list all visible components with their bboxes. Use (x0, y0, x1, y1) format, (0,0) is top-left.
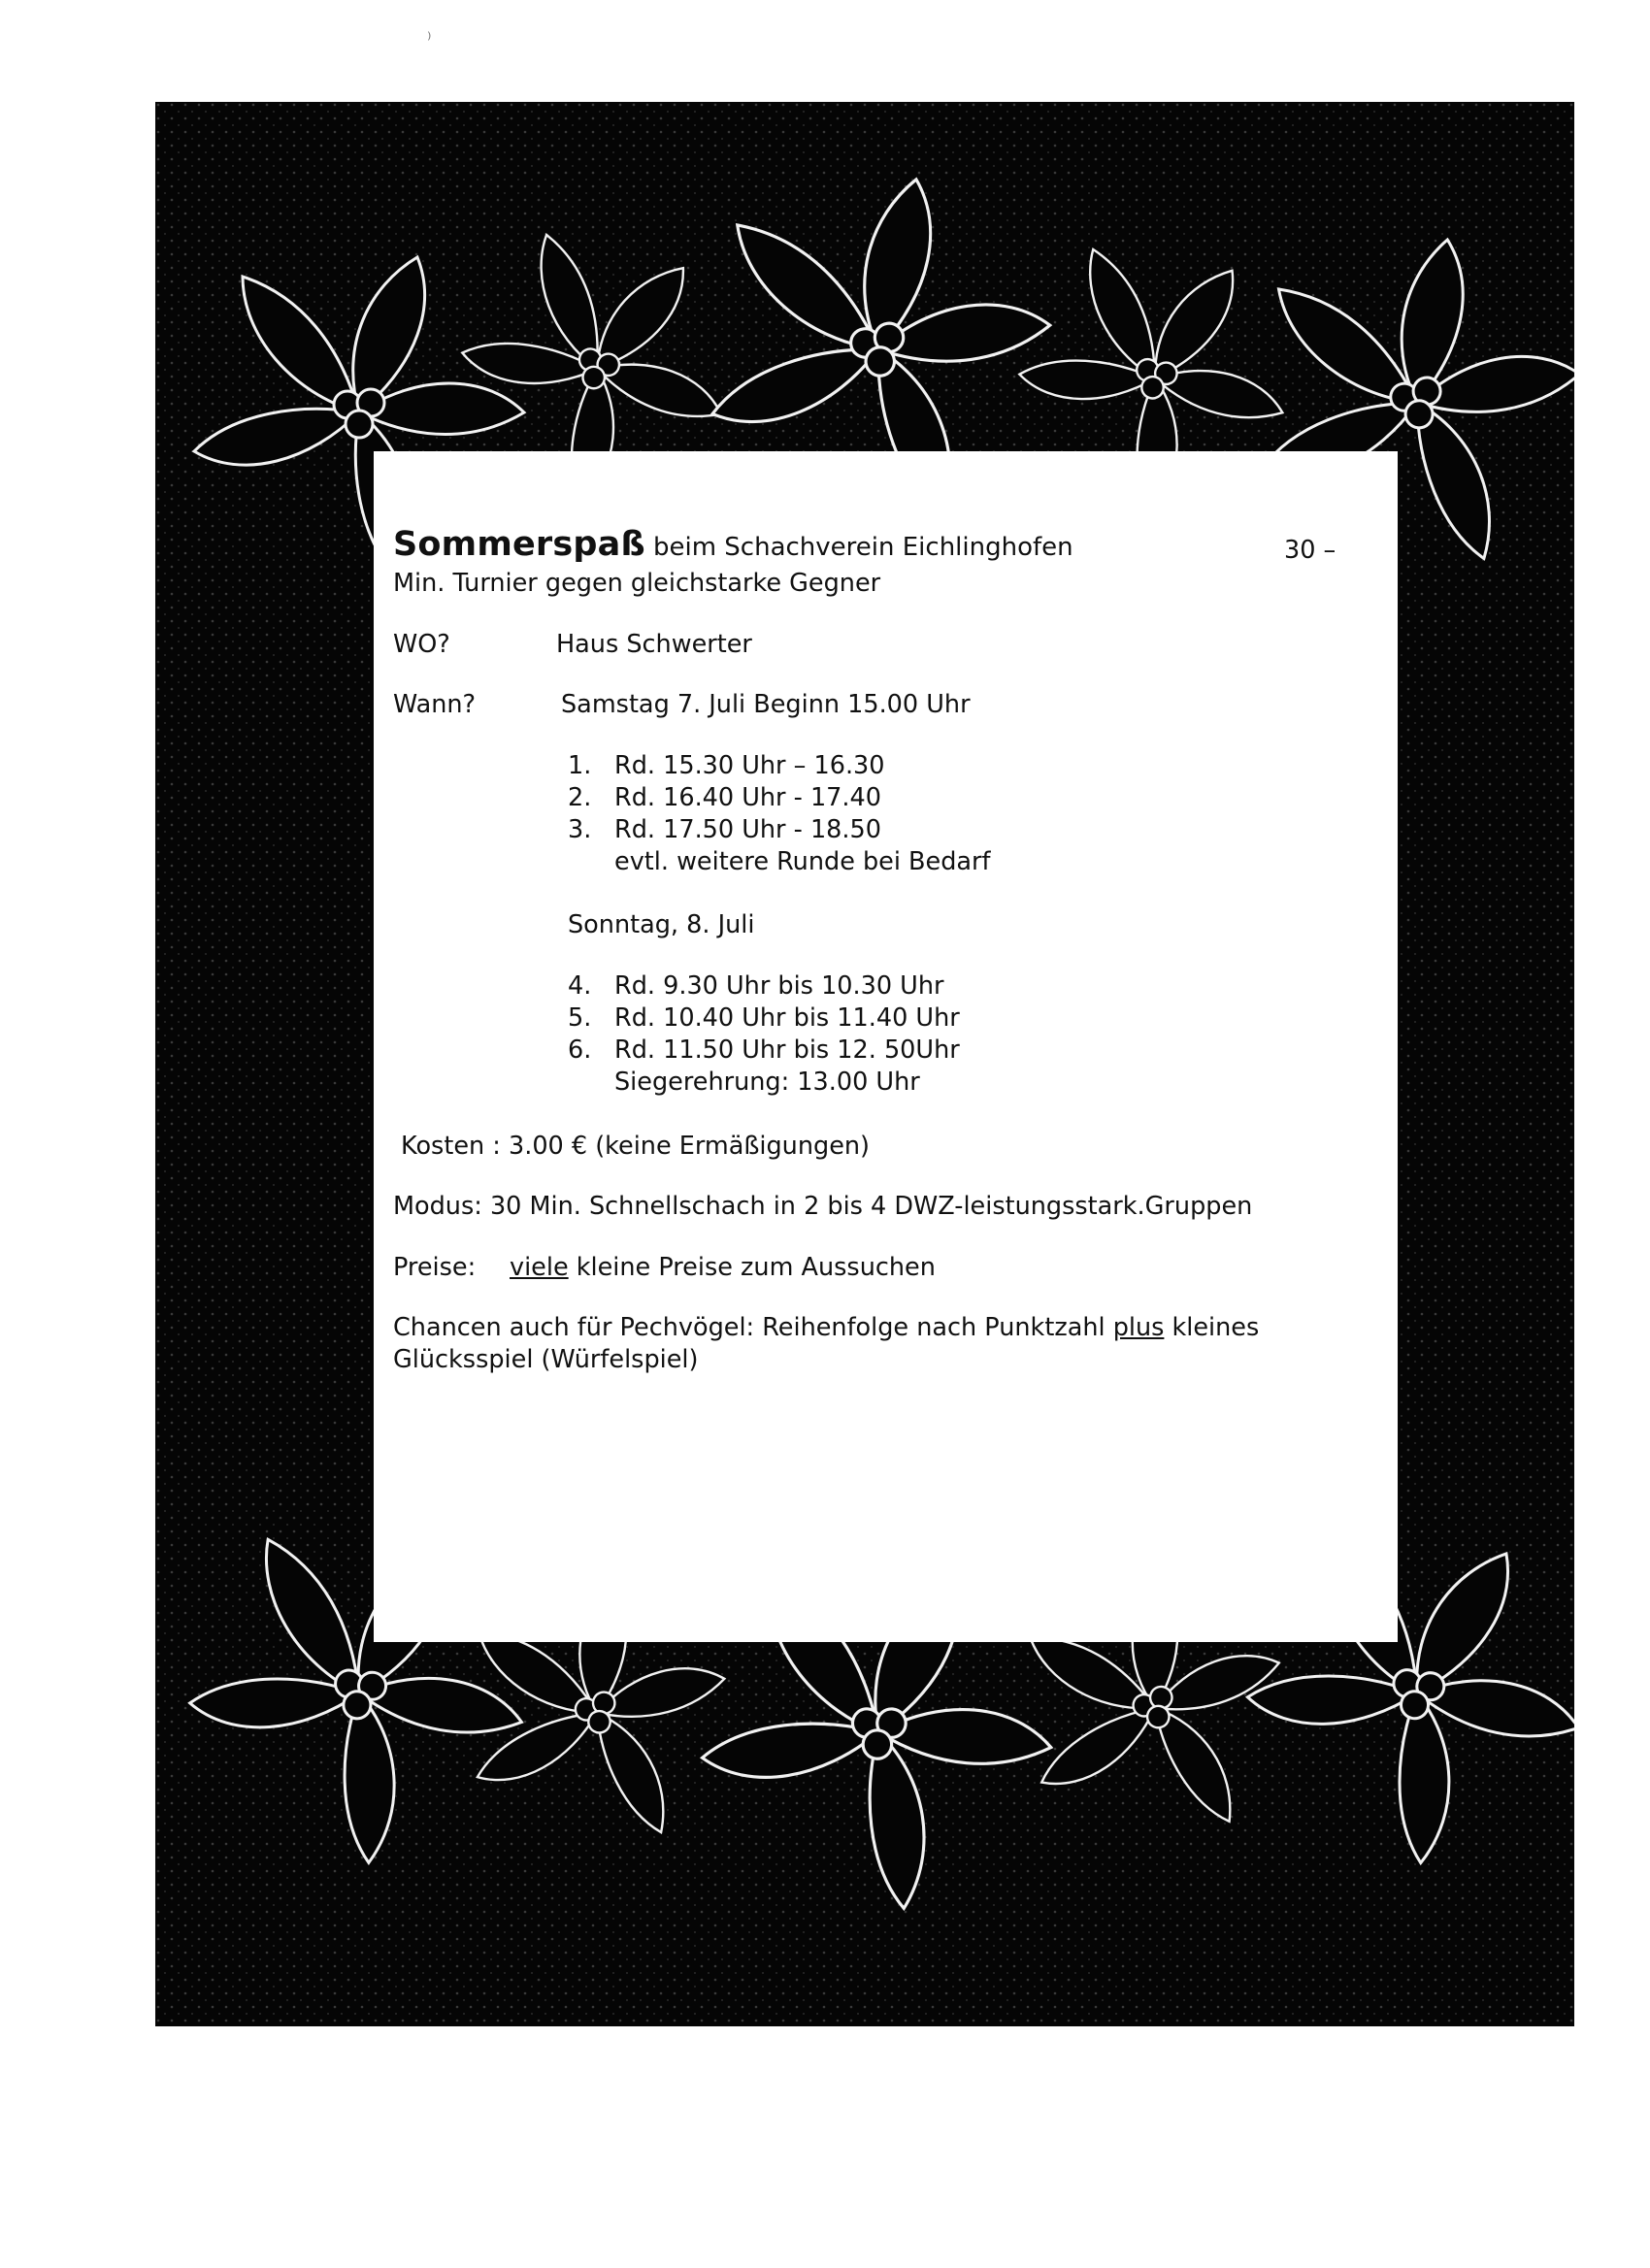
list-item: 2. Rd. 16.40 Uhr - 17.40 (568, 783, 881, 812)
list-item: 3. Rd. 17.50 Uhr - 18.50 (568, 815, 881, 844)
where-label: WO? (393, 630, 450, 659)
where-row (393, 629, 752, 661)
flyer-title (393, 525, 1073, 564)
chances-line-1: Chancen auch für Pechvögel: Reihenfolge nach Punktzahl plus kleines (393, 1313, 1260, 1342)
ceremony: Siegerehrung: 13.00 Uhr (614, 1068, 920, 1097)
mode-label: Modus: (393, 1192, 482, 1221)
page-marker: 30 – (1284, 536, 1336, 565)
subtitle: Min. Turnier gegen gleichstarke Gegner (393, 569, 881, 598)
scan-mark: ⁾ (427, 29, 432, 49)
when-label: Wann? (393, 690, 477, 719)
title-bold: Sommerspaß (393, 525, 645, 564)
day1-note: evtl. weitere Runde bei Bedarf (614, 847, 991, 876)
when-row (393, 689, 971, 721)
where-value: Haus Schwerter (556, 630, 752, 659)
chances-line-2: Glücksspiel (Würfelspiel) (393, 1345, 699, 1374)
costs: Kosten : 3.00 € (keine Ermäßigungen) (401, 1132, 870, 1161)
chances-emphasis: plus (1112, 1313, 1165, 1342)
day1-header: Samstag 7. Juli Beginn 15.00 Uhr (561, 690, 971, 719)
day1-rounds (568, 750, 991, 878)
day2-rounds (568, 970, 960, 1099)
mode-value: 30 Min. Schnellschach in 2 bis 4 DWZ-leistungsstark.Gruppen (489, 1192, 1253, 1221)
prizes-emphasis: viele (510, 1253, 569, 1282)
prizes-label: Preise: (393, 1253, 477, 1282)
list-item: 6. Rd. 11.50 Uhr bis 12. 50Uhr (568, 1035, 960, 1065)
list-item: 1. Rd. 15.30 Uhr – 16.30 (568, 751, 885, 780)
title-rest: beim Schachverein Eichlinghofen (652, 533, 1073, 562)
list-item: 5. Rd. 10.40 Uhr bis 11.40 Uhr (568, 1003, 960, 1033)
mode-row (393, 1191, 1252, 1223)
day2-header: Sonntag, 8. Juli (568, 910, 755, 939)
prizes-value: kleine Preise zum Aussuchen (576, 1253, 936, 1282)
list-item: 4. Rd. 9.30 Uhr bis 10.30 Uhr (568, 971, 944, 1001)
prizes-row (393, 1252, 936, 1284)
